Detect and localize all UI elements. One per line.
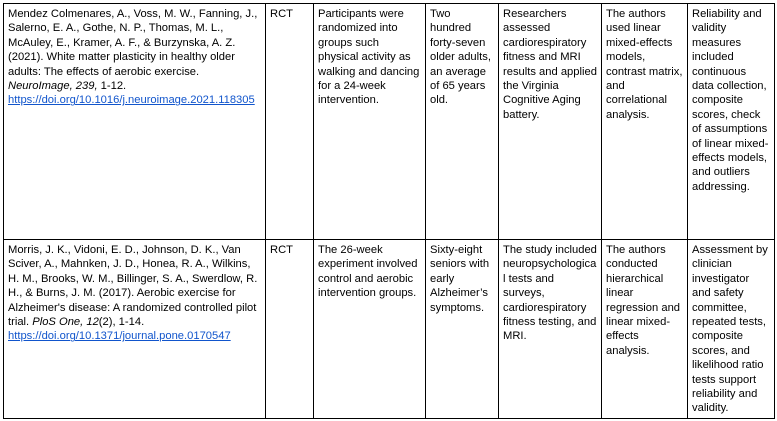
- sample-cell: Two hundred forty-seven older adults, an average of 65 years old.: [426, 4, 499, 240]
- analysis-cell: The authors conducted hierarchical linear regression and linear mixed-effects analysis.: [602, 240, 688, 419]
- reference-text: Mendez Colmenares, A., Voss, M. W., Fanning, J., Salerno, E. A., Gothe, N. P., Thomas, M. L., McAuley, E., Kramer, A. F., & Burzynska, A. Z. (2021). White matter plasticity in healthy older adults: The effects of aerobic exercise.: [8, 8, 258, 78]
- reference-pages: (2), 1-14.: [98, 316, 145, 329]
- validity-cell: Assessment by clinician investigator and safety committee, repeated tests, composite scores, and likelihood ratio tests support reliability and validity.: [688, 240, 775, 419]
- validity-cell: Reliability and validity measures included continuous data collection, composite scores, check of assumptions of linear mixed-effects models, and outliers addressing.: [688, 4, 775, 240]
- analysis-cell: The authors used linear mixed-effects models, contrast matrix, and correlational analysis.: [602, 4, 688, 240]
- reference-text: Morris, J. K., Vidoni, E. D., Johnson, D. K., Van Sciver, A., Mahnken, J. D., Honea, R. A., Wilkins, H. M., Brooks, W. M., Billinger, S. A., Swerdlow, R. H., & Burns, J. M. (2017). Aerobic exercise for Alzheimer's disease: A randomized controlled pilot trial.: [8, 244, 258, 329]
- doi-link[interactable]: https://doi.org/10.1016/j.neuroimage.2021.118305: [8, 94, 255, 107]
- evidence-table: [3, 3, 775, 419]
- measures-cell: Researchers assessed cardiorespiratory fitness and MRI results and applied the Virginia Cognitive Aging battery.: [499, 4, 602, 240]
- measures-cell: The study included neuropsychological tests and surveys, cardiorespiratory fitness testing, and MRI.: [499, 240, 602, 419]
- table-row: [4, 240, 775, 419]
- journal-name: PloS One, 12: [32, 316, 99, 329]
- intervention-cell: The 26-week experiment involved control and aerobic intervention groups.: [314, 240, 426, 419]
- reference-cell: [4, 240, 266, 419]
- design-cell: RCT: [266, 4, 314, 240]
- reference-pages: 1-12.: [97, 80, 127, 93]
- reference-cell: [4, 4, 266, 240]
- journal-name: NeuroImage, 239,: [8, 80, 98, 93]
- sample-cell: Sixty-eight seniors with early Alzheimer’s symptoms.: [426, 240, 499, 419]
- intervention-cell: Participants were randomized into groups such physical activity as walking and dancing for a 24-week intervention.: [314, 4, 426, 240]
- doi-link[interactable]: https://doi.org/10.1371/journal.pone.0170547: [8, 330, 231, 343]
- table-row: [4, 4, 775, 240]
- design-cell: RCT: [266, 240, 314, 419]
